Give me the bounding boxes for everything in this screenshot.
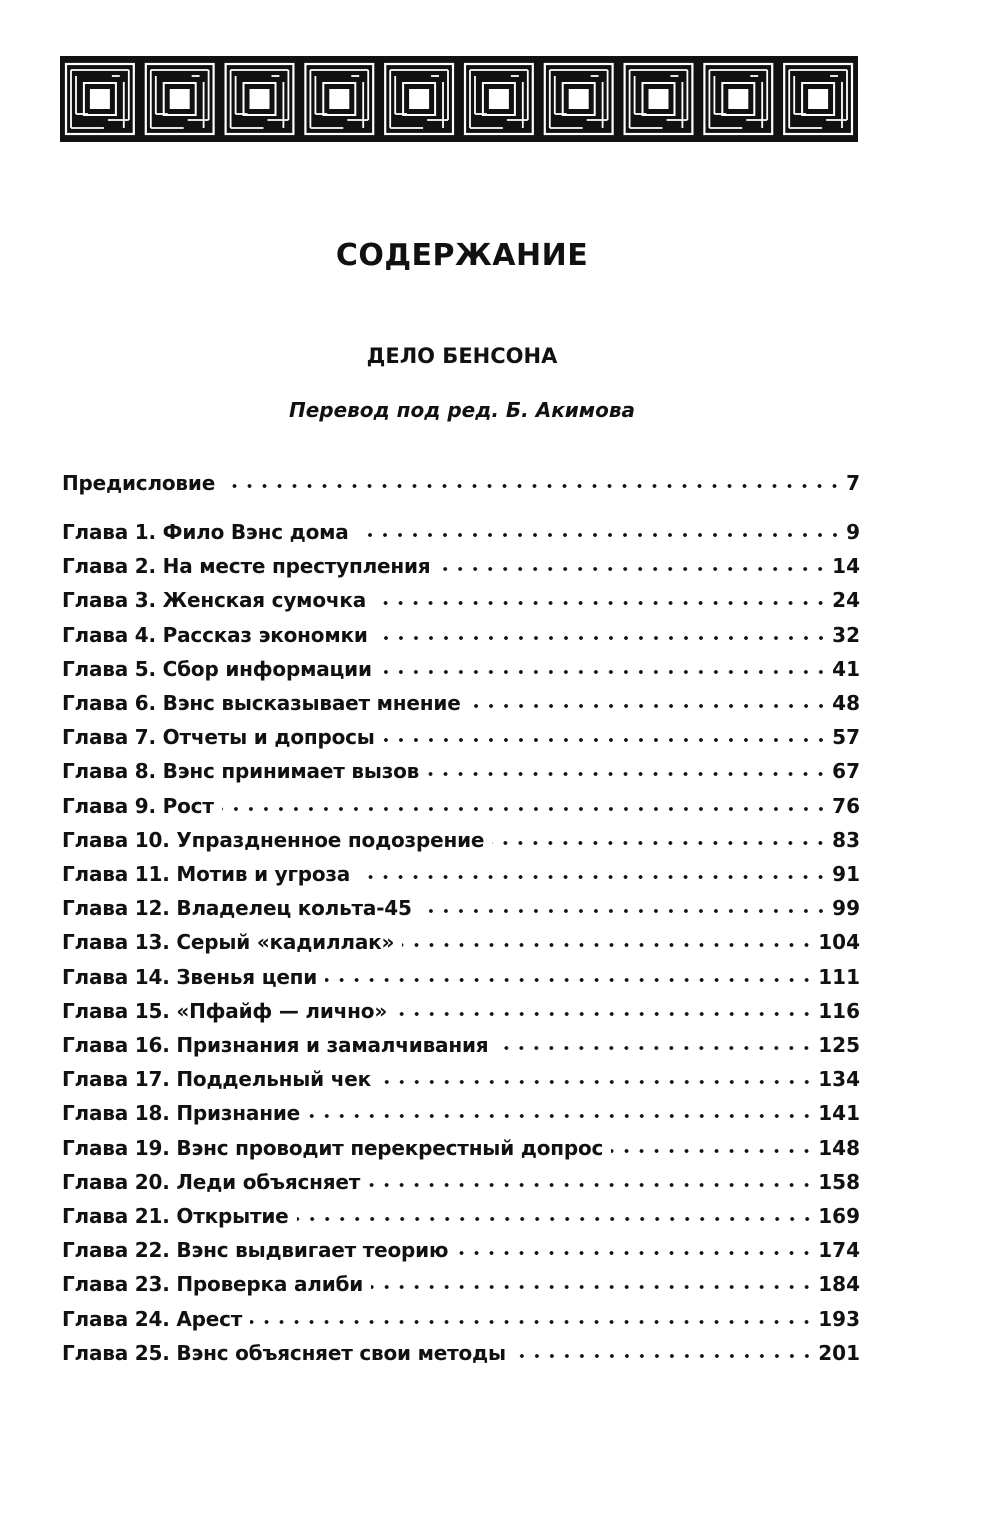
toc-entry-title: Глава 13. Серый «кадиллак» xyxy=(62,930,395,955)
toc-entry-title: Глава 12. Владелец кольта-45 xyxy=(62,896,412,921)
toc-entry-page-number: 32 xyxy=(832,622,860,647)
toc-entry-chapter xyxy=(62,889,860,921)
toc-entry-chapter xyxy=(62,1060,860,1092)
dot-leader xyxy=(395,1010,814,1018)
toc-entry-title: Глава 23. Проверка алиби xyxy=(62,1272,364,1297)
dot-leader xyxy=(469,702,829,710)
toc-entry-chapter xyxy=(62,1300,860,1332)
toc-entry-chapter xyxy=(62,650,860,682)
dot-leader xyxy=(223,482,842,490)
toc-entry-title: Глава 10. Упраздненное подозрение xyxy=(62,827,485,852)
translator-credit: Перевод под ред. Б. Акимова xyxy=(288,398,636,422)
toc-entry-title: Глава 24. Арест xyxy=(62,1306,243,1331)
dot-leader xyxy=(383,736,828,744)
toc-entry-page-number: 134 xyxy=(818,1067,860,1092)
toc-entry-page-number: 99 xyxy=(832,896,860,921)
dot-leader xyxy=(420,907,828,915)
dot-leader xyxy=(427,770,828,778)
toc-entry-chapter xyxy=(62,855,860,887)
toc-entry-chapter xyxy=(62,958,860,990)
toc-entry-page-number: 116 xyxy=(818,998,860,1023)
toc-entry-chapter xyxy=(62,1094,860,1126)
dot-leader xyxy=(492,839,828,847)
toc-entry-page-number: 125 xyxy=(818,1033,860,1057)
dot-leader xyxy=(611,1147,814,1155)
toc-entry-chapter xyxy=(62,581,860,613)
toc-entry-page-number: 174 xyxy=(818,1238,860,1263)
toc-entry-page-number: 141 xyxy=(818,1101,860,1126)
toc-entry-title: Глава 9. Рост xyxy=(62,793,214,818)
dot-leader xyxy=(514,1352,814,1360)
book-title: ДЕЛО БЕНСОНА xyxy=(366,344,558,368)
toc-entry-title: Глава 2. На месте преступления xyxy=(62,554,431,579)
toc-entry-page-number: 111 xyxy=(818,964,860,989)
dot-leader xyxy=(402,941,814,949)
toc-entry-page-number: 83 xyxy=(832,827,860,852)
toc-entry-page-number: 9 xyxy=(846,520,860,544)
toc-entry-title: Глава 20. Леди объясняет xyxy=(62,1169,361,1194)
dot-leader xyxy=(222,805,828,813)
toc-entry-chapter xyxy=(62,787,860,819)
toc-entry-title: Глава 25. Вэнс объясняет свои методы xyxy=(62,1340,506,1365)
toc-entry-page-number: 14 xyxy=(832,554,860,579)
toc-entry-page-number: 158 xyxy=(818,1169,860,1194)
toc-entry-chapter xyxy=(62,992,860,1024)
toc-entry-title: Глава 16. Признания и замалчивания xyxy=(62,1033,489,1057)
dot-leader xyxy=(456,1249,814,1257)
toc-entry-page-number: 104 xyxy=(818,930,860,955)
toc-entry-chapter xyxy=(62,821,860,853)
dot-leader xyxy=(438,565,828,573)
dot-leader xyxy=(496,1044,814,1052)
toc-entry-title: Глава 21. Открытие xyxy=(62,1204,289,1228)
dot-leader xyxy=(380,668,828,676)
dot-leader xyxy=(374,599,828,607)
toc-entry-title: Глава 14. Звенья цепи xyxy=(62,964,318,989)
toc-entry-chapter xyxy=(62,718,860,750)
toc-entry-preface xyxy=(62,464,860,496)
toc-entry-page-number: 48 xyxy=(832,691,860,715)
dot-leader xyxy=(368,1181,814,1189)
toc-entry-page-number: 41 xyxy=(832,656,860,681)
toc-entry-chapter xyxy=(62,1026,860,1058)
toc-entry-title: Глава 15. «Пфайф — лично» xyxy=(62,998,388,1023)
toc-entry-title: Глава 17. Поддельный чек xyxy=(62,1067,371,1092)
dot-leader xyxy=(308,1112,814,1120)
toc-entry-chapter xyxy=(62,1231,860,1263)
dot-leader xyxy=(250,1318,814,1326)
toc-entry-title: Глава 22. Вэнс выдвигает теорию xyxy=(62,1238,449,1263)
toc-entry-page-number: 193 xyxy=(818,1306,860,1331)
toc-entry-chapter xyxy=(62,1334,860,1366)
toc-entry-title: Глава 4. Рассказ экономки xyxy=(62,622,368,647)
toc-entry-title: Глава 6. Вэнс высказывает мнение xyxy=(62,691,461,715)
dot-leader xyxy=(325,976,814,984)
toc-entry-chapter xyxy=(62,1163,860,1195)
toc-entry-chapter xyxy=(62,616,860,648)
toc-entry-title: Глава 5. Сбор информации xyxy=(62,656,372,681)
toc-entry-page-number: 184 xyxy=(818,1272,860,1297)
toc-entry-page-number: 67 xyxy=(832,759,860,784)
toc-entry-chapter xyxy=(62,513,860,545)
toc-entry-chapter xyxy=(62,752,860,784)
dot-leader xyxy=(358,873,828,881)
dot-leader xyxy=(376,634,828,642)
toc-entry-title: Предисловие xyxy=(62,471,216,495)
toc-entry-page-number: 7 xyxy=(846,471,860,495)
toc-entry-title: Глава 1. Фило Вэнс дома xyxy=(62,520,349,544)
toc-entry-title: Глава 11. Мотив и угроза xyxy=(62,862,351,886)
dot-leader xyxy=(357,531,843,539)
toc-entry-page-number: 24 xyxy=(832,588,860,613)
toc-entry-title: Глава 19. Вэнс проводит перекрестный допрос xyxy=(62,1135,604,1160)
toc-entry-title: Глава 3. Женская сумочка xyxy=(62,588,367,613)
page-title: СОДЕРЖАНИЕ xyxy=(335,238,589,273)
toc-entry-chapter xyxy=(62,1129,860,1161)
toc-entry-title: Глава 8. Вэнс принимает вызов xyxy=(62,759,420,784)
toc-entry-chapter xyxy=(62,547,860,579)
dot-leader xyxy=(371,1283,814,1291)
toc-entry-page-number: 91 xyxy=(832,862,860,886)
toc-entry-page-number: 148 xyxy=(818,1135,860,1160)
table-of-contents xyxy=(62,0,860,1531)
dot-leader xyxy=(297,1215,815,1223)
toc-entry-chapter xyxy=(62,684,860,716)
dot-leader xyxy=(379,1078,814,1086)
toc-entry-title: Глава 18. Признание xyxy=(62,1101,300,1126)
toc-entry-chapter xyxy=(62,1197,860,1229)
toc-entry-page-number: 76 xyxy=(832,793,860,818)
toc-entry-title: Глава 7. Отчеты и допросы xyxy=(62,725,375,750)
toc-entry-page-number: 169 xyxy=(818,1204,860,1228)
toc-entry-page-number: 57 xyxy=(832,725,860,750)
toc-entry-chapter xyxy=(62,923,860,955)
toc-entry-chapter xyxy=(62,1265,860,1297)
toc-entry-page-number: 201 xyxy=(818,1340,860,1365)
